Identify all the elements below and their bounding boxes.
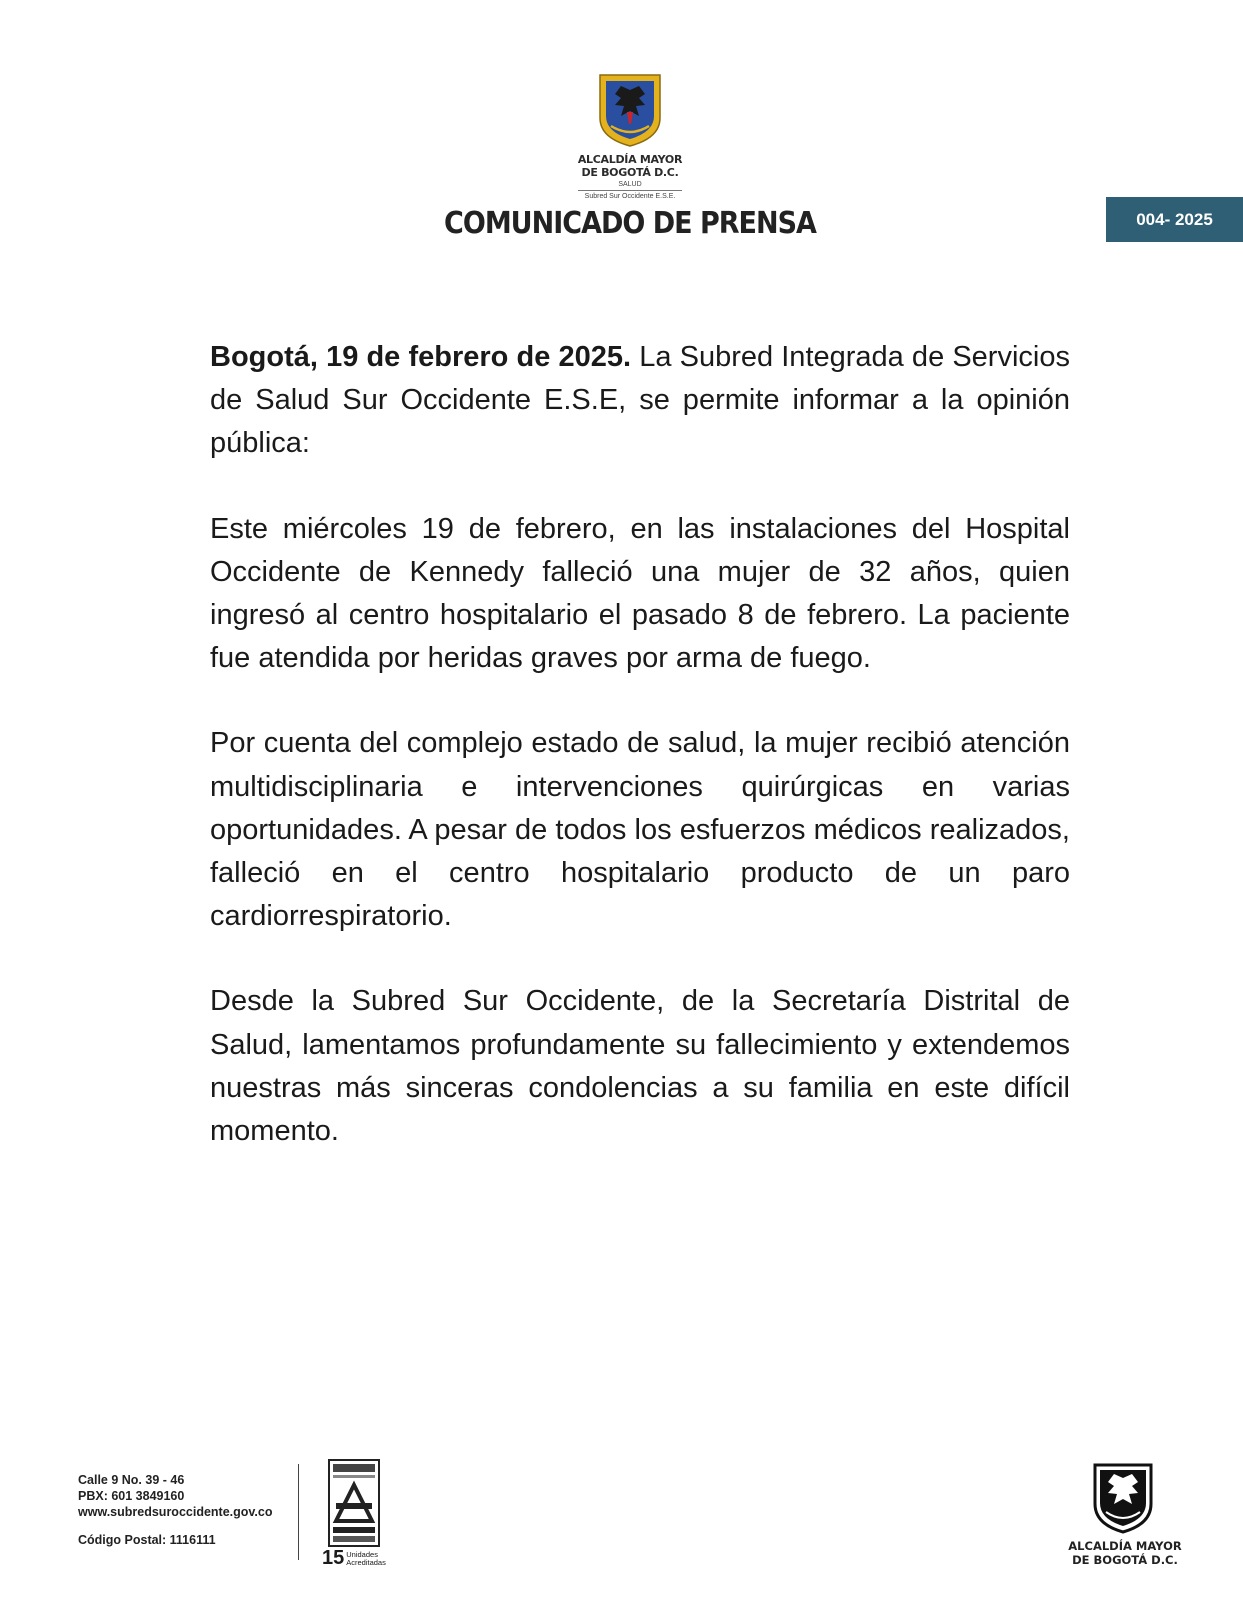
- org-sector: SALUD: [618, 181, 642, 188]
- org-entity: Subred Sur Occidente E.S.E.: [584, 193, 676, 200]
- bogota-coat-of-arms-icon: [597, 72, 663, 148]
- contact-info: [78, 1472, 298, 1548]
- paragraph-condolences: Desde la Subred Sur Occidente, de la Secretaría Distrital de Salud, lamentamos profundamente su fallecimiento y extendemos nuestras más sinceras condolencias a su familia en este difícil momento.: [210, 985, 1070, 1148]
- org-name-line1: ALCALDÍA MAYOR: [577, 153, 683, 166]
- document-number-badge: 004- 2025: [1106, 197, 1243, 242]
- accreditation-label-line2: Acreditadas: [346, 1558, 386, 1567]
- dateline: Bogotá, 19 de febrero de 2025.: [210, 341, 632, 373]
- accreditation-label-line1: Unidades: [346, 1550, 378, 1559]
- footer-coat-of-arms-icon: [1092, 1462, 1154, 1534]
- phone: PBX: 601 3849160: [78, 1489, 185, 1503]
- page-footer: [0, 1440, 1243, 1600]
- org-name-line2: DE BOGOTÁ D.C.: [581, 166, 679, 179]
- website: www.subredsuroccidente.gov.co: [78, 1505, 273, 1519]
- page-header: [0, 0, 1243, 260]
- accreditation-number: 15: [322, 1547, 345, 1569]
- accreditation-count: [322, 1548, 386, 1568]
- footer-org-line2: DE BOGOTÁ D.C.: [1072, 1553, 1178, 1567]
- accreditation-seal-icon: [328, 1459, 380, 1547]
- intro-text: La Subred Integrada de Servicios de Salud Sur Occidente E.S.E, se permite informar a la opinión pública:: [210, 341, 1070, 460]
- accreditation-label: [346, 1551, 386, 1567]
- footer-divider: [298, 1464, 299, 1560]
- paragraph-event: Este miércoles 19 de febrero, en las instalaciones del Hospital Occidente de Kennedy falleció una mujer de 32 años, quien ingresó al centro hospitalario el pasado 8 de febrero. La paciente fue atendida por heridas graves por arma de fuego.: [210, 512, 1070, 675]
- postal-code: Código Postal: 1116111: [78, 1533, 216, 1547]
- footer-org-line1: ALCALDÍA MAYOR: [1068, 1539, 1182, 1553]
- press-release-body: [210, 336, 1070, 1153]
- paragraph-intro: [210, 336, 1070, 466]
- paragraph-medical-care: Por cuenta del complejo estado de salud, la mujer recibió atención multidisciplinaria e intervenciones quirúrgicas en varias oportunidades. A pesar de todos los esfuerzos médicos realizados, falleció en el centro hospitalario producto de un paro cardiorrespiratorio.: [210, 727, 1070, 933]
- page-title: COMUNICADO DE PRENSA: [444, 206, 816, 241]
- org-divider: [578, 190, 682, 191]
- address: Calle 9 No. 39 - 46: [78, 1473, 185, 1487]
